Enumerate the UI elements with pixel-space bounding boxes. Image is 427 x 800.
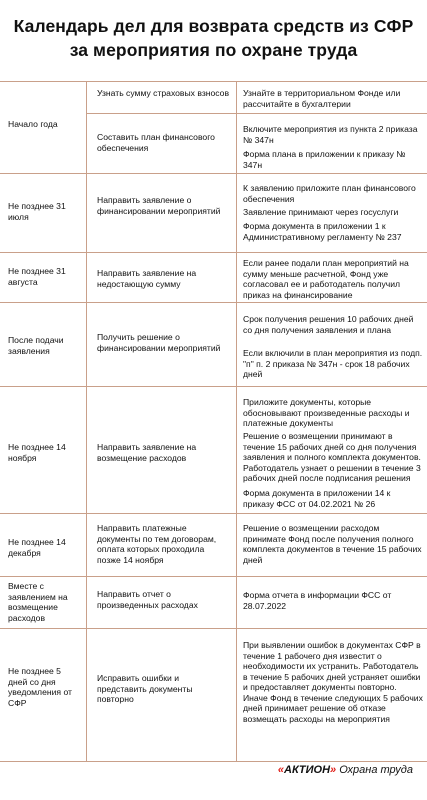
note-cell: Заявление принимают через госуслуги bbox=[243, 207, 399, 217]
page-title bbox=[0, 14, 427, 62]
sub-row-divider bbox=[86, 113, 427, 114]
calendar-row bbox=[0, 81, 427, 174]
action-cell: Исправить ошибки и представить документы повторно bbox=[97, 673, 193, 704]
note-cell: Форма плана в приложении к приказу № 347н bbox=[243, 149, 406, 170]
calendar-row bbox=[0, 628, 427, 762]
note-cell: Решение о возмещении расходом принимате Фонд после получения полного комплекта документов в течение 15 рабочих дней bbox=[243, 523, 422, 565]
note-cell: Форма отчета в информации ФСС от 28.07.2022 bbox=[243, 590, 392, 611]
note-cell: При выявлении ошибок в документах СФР в течение 1 рабочего дня известит о необходимости их устранить. Работодатель в течение 5 рабочих дней устраняет ошибки и предоставляет документы повторно. Иначе Фонд в течение следующих 5 рабочих дней принимает решение об отказе возмещать расходы на мероприятия bbox=[243, 640, 423, 724]
note-cell: Узнайте в территориальном Фонде или рассчитайте в бухгалтерии bbox=[243, 88, 401, 109]
deadline-cell: После подачи заявления bbox=[8, 335, 64, 356]
deadline-cell: Не позднее 14 декабря bbox=[8, 537, 66, 558]
calendar-row bbox=[0, 386, 427, 514]
note-cell: Если включили в план мероприятия из подп. "п" п. 2 приказа № 347н - срок 18 рабочих дней bbox=[243, 348, 423, 379]
note-cell: Приложите документы, которые обосновывают произведенные расходы и платежные документы bbox=[243, 397, 410, 428]
action-cell: Направить отчет о произведенных расходах bbox=[97, 589, 198, 610]
deadline-cell: Не позднее 31 августа bbox=[8, 266, 66, 287]
calendar-row bbox=[0, 252, 427, 303]
title-line-2: за мероприятия по охране труда bbox=[69, 40, 358, 60]
note-cell: Срок получения решения 10 рабочих дней со дня получения заявления и плана bbox=[243, 314, 414, 335]
brand-footer bbox=[278, 764, 413, 776]
deadline-cell: Вместе с заявлением на возмещение расходов bbox=[8, 581, 68, 623]
deadline-cell: Не позднее 5 дней со дня уведомления от СФР bbox=[8, 666, 72, 708]
note-cell: К заявлению приложите план финансового обеспечения bbox=[243, 183, 416, 204]
calendar-row bbox=[0, 302, 427, 387]
action-cell: Направить платежные документы по тем договорам, оплата которых проходила позже 14 ноября bbox=[97, 523, 217, 565]
note-cell: Форма документа в приложении 14 к приказу ФСС от 04.02.2021 № 26 bbox=[243, 488, 391, 509]
calendar-row bbox=[0, 173, 427, 253]
deadline-cell: Не позднее 14 ноября bbox=[8, 442, 66, 463]
note-cell: Включите мероприятия из пункта 2 приказа № 347н bbox=[243, 124, 418, 145]
note-cell: Решение о возмещении принимают в течение 15 рабочих дней со дня получения заявления и полного комплекта документов. Работодатель узнает о решении в течение 3 рабочих дней после подписания решения bbox=[243, 431, 421, 483]
title-line-1: Календарь дел для возврата средств из СФР bbox=[13, 16, 414, 36]
aktion-logo: «АКТИОН» bbox=[277, 764, 337, 776]
action-cell: Направить заявление о финансировании мероприятий bbox=[97, 195, 221, 216]
calendar-row bbox=[0, 513, 427, 577]
action-cell: Узнать сумму страховых взносов bbox=[97, 88, 230, 98]
deadline-cell: Начало года bbox=[8, 119, 58, 129]
action-cell: Получить решение о финансировании мероприятий bbox=[97, 332, 221, 353]
action-cell: Направить заявление на возмещение расходов bbox=[97, 442, 197, 463]
note-cell: Форма документа в приложении 1 к Административному регламенту № 237 bbox=[243, 221, 402, 242]
note-cell: Если ранее подали план мероприятий на сумму меньше расчетной, Фонд уже согласовал ее и работодатель получил приказ на финансирование bbox=[243, 258, 409, 300]
action-cell: Направить заявление на недостающую сумму bbox=[97, 268, 197, 289]
brand-product: Охрана труда bbox=[339, 764, 413, 776]
calendar-row bbox=[0, 576, 427, 629]
deadline-cell: Не позднее 31 июля bbox=[8, 201, 66, 222]
action-cell: Составить план финансового обеспечения bbox=[97, 132, 215, 153]
